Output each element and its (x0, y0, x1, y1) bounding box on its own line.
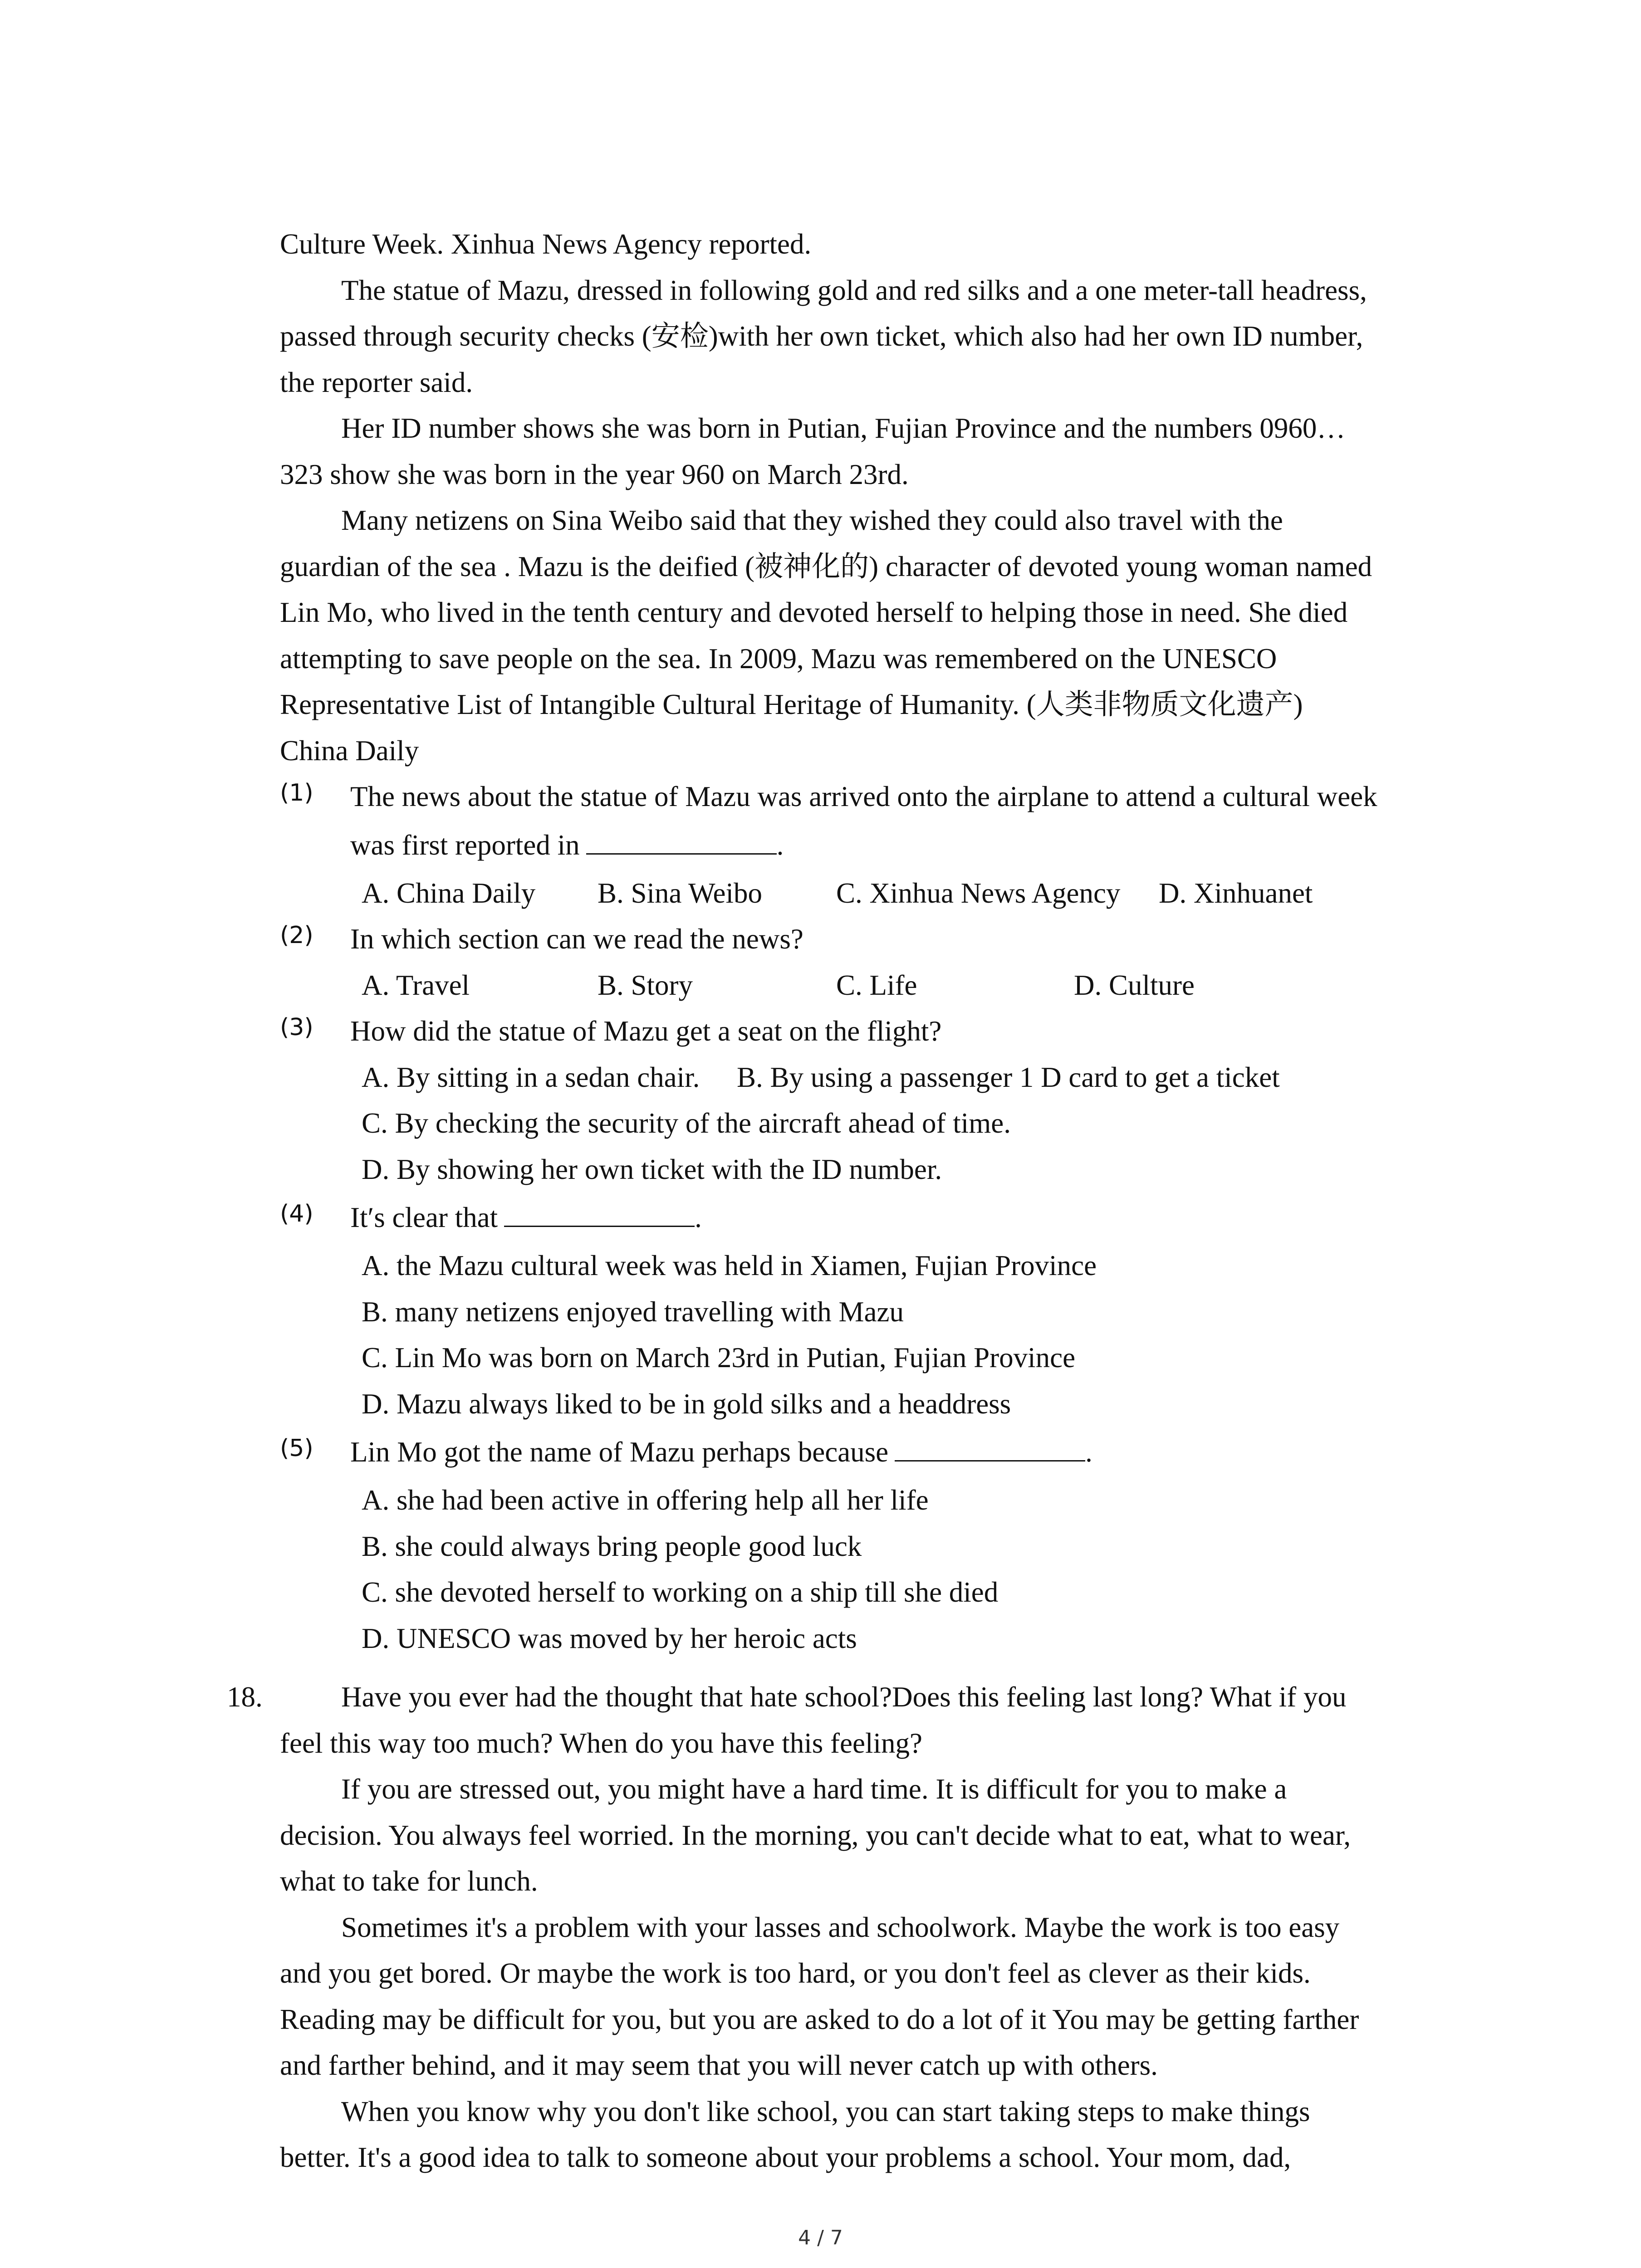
option-c[interactable]: C. Life (836, 969, 917, 1001)
passage-line: Many netizens on Sina Weibo said that they wished they could also travel with the (341, 504, 1283, 536)
question-5 (280, 1427, 1460, 1477)
question-text: Lin Mo got the name of Mazu perhaps because . (350, 1427, 1092, 1477)
passage-line: feel this way too much? When do you have this feeling? (280, 1727, 922, 1759)
passage-line: passed through security checks (安检)with her own ticket, which also had her own ID number, (280, 320, 1363, 352)
question-text: How did the statue of Mazu get a seat on the flight? (350, 1015, 942, 1047)
page-content (227, 221, 1460, 2181)
passage-line: Sometimes it's a problem with your lasses and schoolwork. Maybe the work is too easy (341, 1911, 1340, 1943)
option-d[interactable]: D. By showing her own ticket with the ID number. (362, 1153, 942, 1185)
options-row (280, 870, 1460, 917)
option-b[interactable]: B. she could always bring people good luck (362, 1530, 862, 1562)
question-number: (3) (280, 1014, 314, 1041)
question-number: (4) (280, 1200, 314, 1227)
passage-line: Her ID number shows she was born in Putian, Fujian Province and the numbers 0960… (341, 412, 1346, 444)
question-3 (280, 1008, 1460, 1055)
passage-line: better. It's a good idea to talk to someone about your problems a school. Your mom, dad, (280, 2141, 1291, 2173)
passage-line: 323 show she was born in the year 960 on March 23rd. (280, 458, 909, 490)
option-c[interactable]: C. Lin Mo was born on March 23rd in Putian, Fujian Province (362, 1342, 1076, 1374)
question-number: (2) (280, 922, 314, 949)
passage-line: Representative List of Intangible Cultural Heritage of Humanity. (人类非物质文化遗产) (280, 689, 1303, 720)
option-b[interactable]: B. many netizens enjoyed travelling with Mazu (362, 1295, 904, 1328)
option-c[interactable]: C. By checking the security of the aircraft ahead of time. (362, 1107, 1011, 1139)
passage-line: guardian of the sea . Mazu is the deified (被神化的) character of devoted young woman named (280, 550, 1372, 582)
option-d[interactable]: D. Culture (1074, 969, 1195, 1001)
option-a[interactable]: A. China Daily (362, 877, 536, 909)
passage-line: what to take for lunch. (280, 1865, 538, 1897)
passage-line: Reading may be difficult for you, but you are asked to do a lot of it You may be getting farther (280, 2003, 1359, 2035)
passage-line: and farther behind, and it may seem that you will never catch up with others. (280, 2049, 1158, 2081)
option-c[interactable]: C. Xinhua News Agency (836, 877, 1121, 909)
option-b[interactable]: B. Story (598, 969, 693, 1001)
option-a[interactable]: A. the Mazu cultural week was held in Xiamen, Fujian Province (362, 1250, 1097, 1281)
question-text: In which section can we read the news? (350, 923, 803, 955)
options-row (280, 963, 1460, 1009)
option-d[interactable]: D. UNESCO was moved by her heroic acts (362, 1622, 857, 1654)
answer-blank[interactable] (504, 1198, 695, 1227)
page-number: 4 / 7 (798, 2226, 843, 2249)
passage-line: If you are stressed out, you might have a hard time. It is difficult for you to make a (341, 1773, 1287, 1805)
question-text: It′s clear that . (350, 1193, 702, 1243)
source-credit: China Daily (280, 734, 419, 767)
question-text: The news about the statue of Mazu was arrived onto the airplane to attend a cultural week (350, 781, 1377, 812)
passage-line: Lin Mo, who lived in the tenth century and devoted herself to helping those in need. She died (280, 596, 1348, 628)
passage-line: the reporter said. (280, 366, 473, 398)
passage-line: Culture Week. Xinhua News Agency reported. (280, 228, 812, 260)
option-a[interactable]: A. By sitting in a sedan chair. (362, 1061, 700, 1093)
option-d[interactable]: D. Xinhuanet (1159, 877, 1313, 909)
answer-blank[interactable] (895, 1432, 1085, 1461)
option-b[interactable]: B. Sina Weibo (598, 877, 763, 909)
passage-line: and you get bored. Or maybe the work is too hard, or you don't feel as clever as their kids. (280, 1957, 1311, 1989)
passage-line: 18. Have you ever had the thought that hate school?Does this feeling last long? What if you (280, 1674, 1460, 1721)
question-2 (280, 916, 1460, 963)
option-c[interactable]: C. she devoted herself to working on a ship till she died (362, 1576, 999, 1608)
passage-line: The statue of Mazu, dressed in following gold and red silks and a one meter-tall headress, (341, 274, 1367, 306)
answer-blank[interactable] (586, 825, 777, 855)
question-number: 18. (227, 1681, 263, 1713)
passage-line: decision. You always feel worried. In the morning, you can't decide what to eat, what to wear, (280, 1819, 1351, 1851)
option-a[interactable]: A. she had been active in offering help all her life (362, 1484, 929, 1516)
question-number: (1) (280, 779, 314, 807)
question-text-continued: was first reported in . (280, 820, 1460, 870)
option-a[interactable]: A. Travel (362, 969, 470, 1001)
options-row (280, 1055, 1460, 1101)
option-d[interactable]: D. Mazu always liked to be in gold silks and a headdress (362, 1388, 1011, 1420)
question-1 (280, 774, 1460, 820)
passage-line: attempting to save people on the sea. In 2009, Mazu was remembered on the UNESCO (280, 642, 1277, 675)
question-4 (280, 1193, 1460, 1243)
question-number: (5) (280, 1435, 314, 1462)
option-b[interactable]: B. By using a passenger 1 D card to get a ticket (737, 1061, 1280, 1093)
passage-line: When you know why you don't like school, you can start taking steps to make things (341, 2095, 1310, 2127)
